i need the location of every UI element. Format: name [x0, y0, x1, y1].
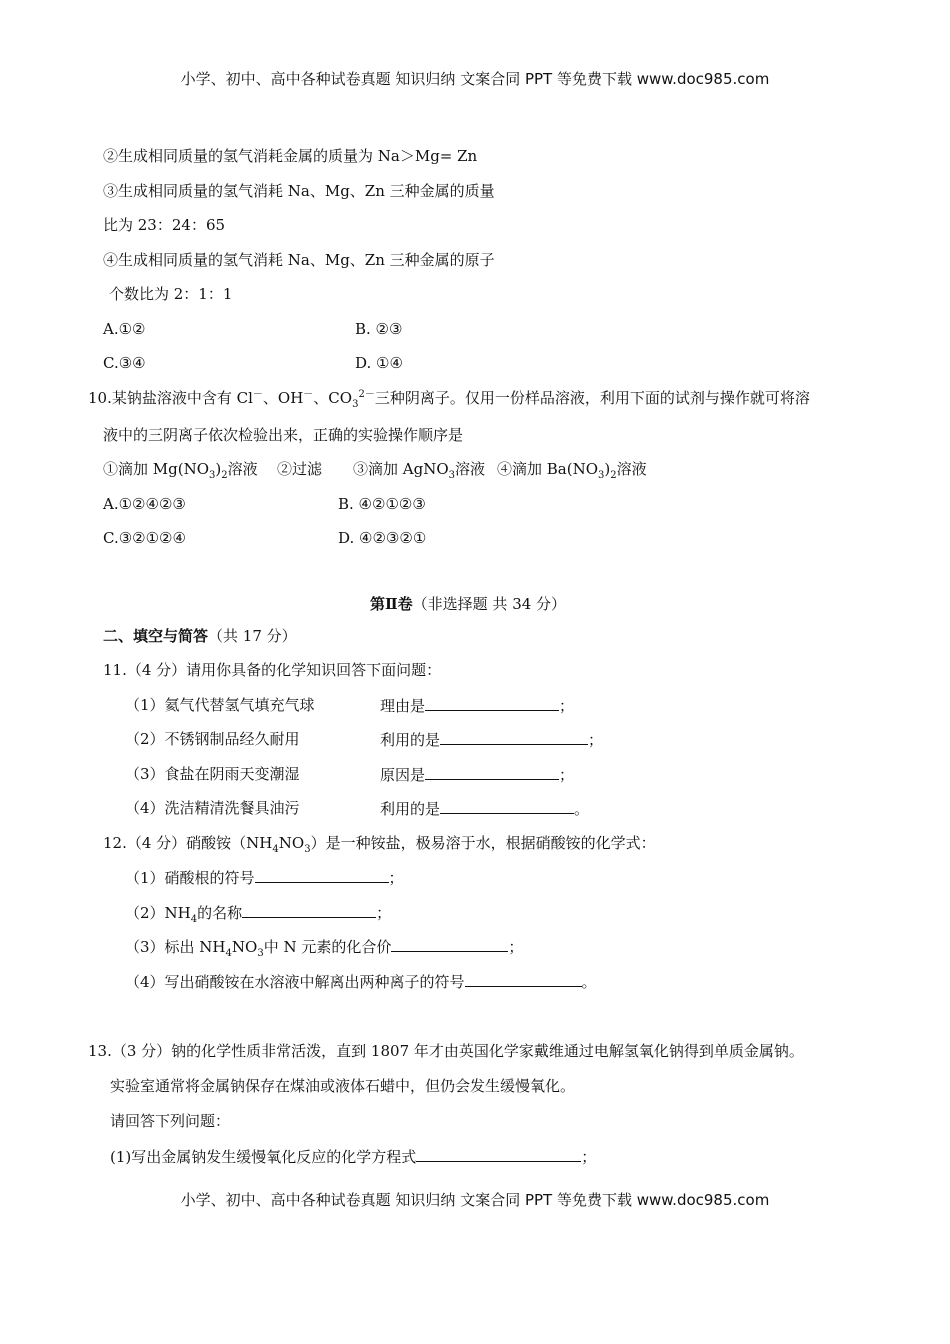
q9-statement-2: ②生成相同质量的氢气消耗金属的质量为 Na＞Mg= Zn [103, 147, 478, 165]
q12-item-1: （1）硝酸根的符号 ； [125, 869, 404, 887]
q9-statement-3b: 比为 23：24：65 [103, 216, 226, 234]
q10-option-a: A.①②④②③ [103, 495, 186, 513]
q9-option-d: D. ①④ [355, 354, 403, 372]
q12-item-3: （3）标出 $NH_4NO_3$中 N 元素的化合价 ； [125, 938, 524, 959]
q11-item-3: （3）食盐在阴雨天变潮湿 [125, 765, 300, 783]
q9-option-c: C.③④ [103, 354, 146, 372]
q10-option-d: D. ④②③②① [338, 529, 427, 547]
q11-item-1-answer: 理由是 ； [380, 697, 575, 715]
q13-item-1: (1)写出金属钠发生缓慢氧化反应的化学方程式 ； [110, 1148, 597, 1166]
q13-stem-line3: 请回答下列问题： [110, 1112, 231, 1130]
part2-heading [370, 594, 566, 614]
q10-operation-3: ③滴加 AgNO$_3$溶液 [353, 460, 486, 481]
q11-item-2: （2）不锈钢制品经久耐用 [125, 730, 300, 748]
q13-stem-line2: 实验室通常将金属钠保存在煤油或液体石蜡中，但仍会发生缓慢氧化。 [110, 1077, 576, 1095]
answer-blank[interactable] [391, 936, 508, 952]
q10-option-c: C.③②①②④ [103, 529, 186, 547]
q9-statement-4a: ④生成相同质量的氢气消耗 Na、Mg、Zn 三种金属的原子 [103, 251, 495, 269]
answer-blank[interactable] [465, 971, 582, 987]
q12-stem: 12.（4 分）硝酸铵$(NH_4NO_3)$是一种铵盐，极易溶于水，根据硝酸铵的化学式： [103, 834, 656, 855]
q10-stem-line2: 液中的三阴离子依次检验出来，正确的实验操作顺序是 [103, 426, 464, 444]
answer-blank[interactable] [255, 867, 389, 883]
answer-blank[interactable] [416, 1146, 581, 1162]
q11-item-3-answer: 原因是 ； [380, 766, 575, 784]
q11-item-4: （4）洗洁精清洗餐具油污 [125, 799, 300, 817]
page-header: 小学、初中、高中各种试卷真题 知识归纳 文案合同 PPT 等免费下载 www.doc985.com [180, 70, 770, 88]
q13-stem-line1: 13.（3 分）钠的化学性质非常活泼，直到 1807 年才由英国化学家戴维通过电解氢氧化钠得到单质金属钠。 [88, 1042, 804, 1060]
q11-item-4-answer: 利用的是 。 [380, 800, 590, 818]
q10-option-b: B. ④②①②③ [338, 495, 426, 513]
q9-statement-4b: 个数比为 2：1：1 [109, 285, 233, 303]
q10-stem-line1: 10.某钠盐溶液中含有 Cl－、OH－、$CO_3^{2-}$三种阴离子。仅用一份样品溶液，利用下面的试剂与操作就可将溶 [88, 389, 810, 410]
part2-title: 第Ⅱ卷 [370, 595, 413, 613]
q9-statement-3a: ③生成相同质量的氢气消耗 Na、Mg、Zn 三种金属的质量 [103, 182, 495, 200]
q12-item-4: （4）写出硝酸铵在水溶液中解离出两种离子的符号 。 [125, 973, 597, 991]
q9-option-a: A.①② [103, 320, 146, 338]
q11-item-1: （1）氦气代替氢气填充气球 [125, 696, 315, 714]
q10-operation-2: ②过滤 [277, 460, 323, 478]
answer-blank[interactable] [440, 729, 588, 745]
q10-operation-1: ①滴加 $Mg(NO_3)_2$溶液 [103, 460, 258, 481]
section-heading: 二、填空与简答（共 17 分） [103, 627, 297, 645]
answer-blank[interactable] [242, 902, 376, 918]
answer-blank[interactable] [425, 695, 559, 711]
part2-subtitle: （非选择题 共 34 分） [412, 595, 567, 613]
q11-stem: 11.（4 分）请用你具备的化学知识回答下面问题： [103, 661, 442, 679]
q10-operation-4: ④滴加 $Ba(NO_3)_2$溶液 [497, 460, 647, 481]
q12-item-2: $(2)NH_4$的名称 ； [125, 904, 392, 925]
q11-item-2-answer: 利用的是 ； [380, 731, 604, 749]
q9-option-b: B. ②③ [355, 320, 403, 338]
page-footer: 小学、初中、高中各种试卷真题 知识归纳 文案合同 PPT 等免费下载 www.doc985.com [180, 1191, 770, 1209]
answer-blank[interactable] [440, 798, 574, 814]
answer-blank[interactable] [425, 764, 559, 780]
